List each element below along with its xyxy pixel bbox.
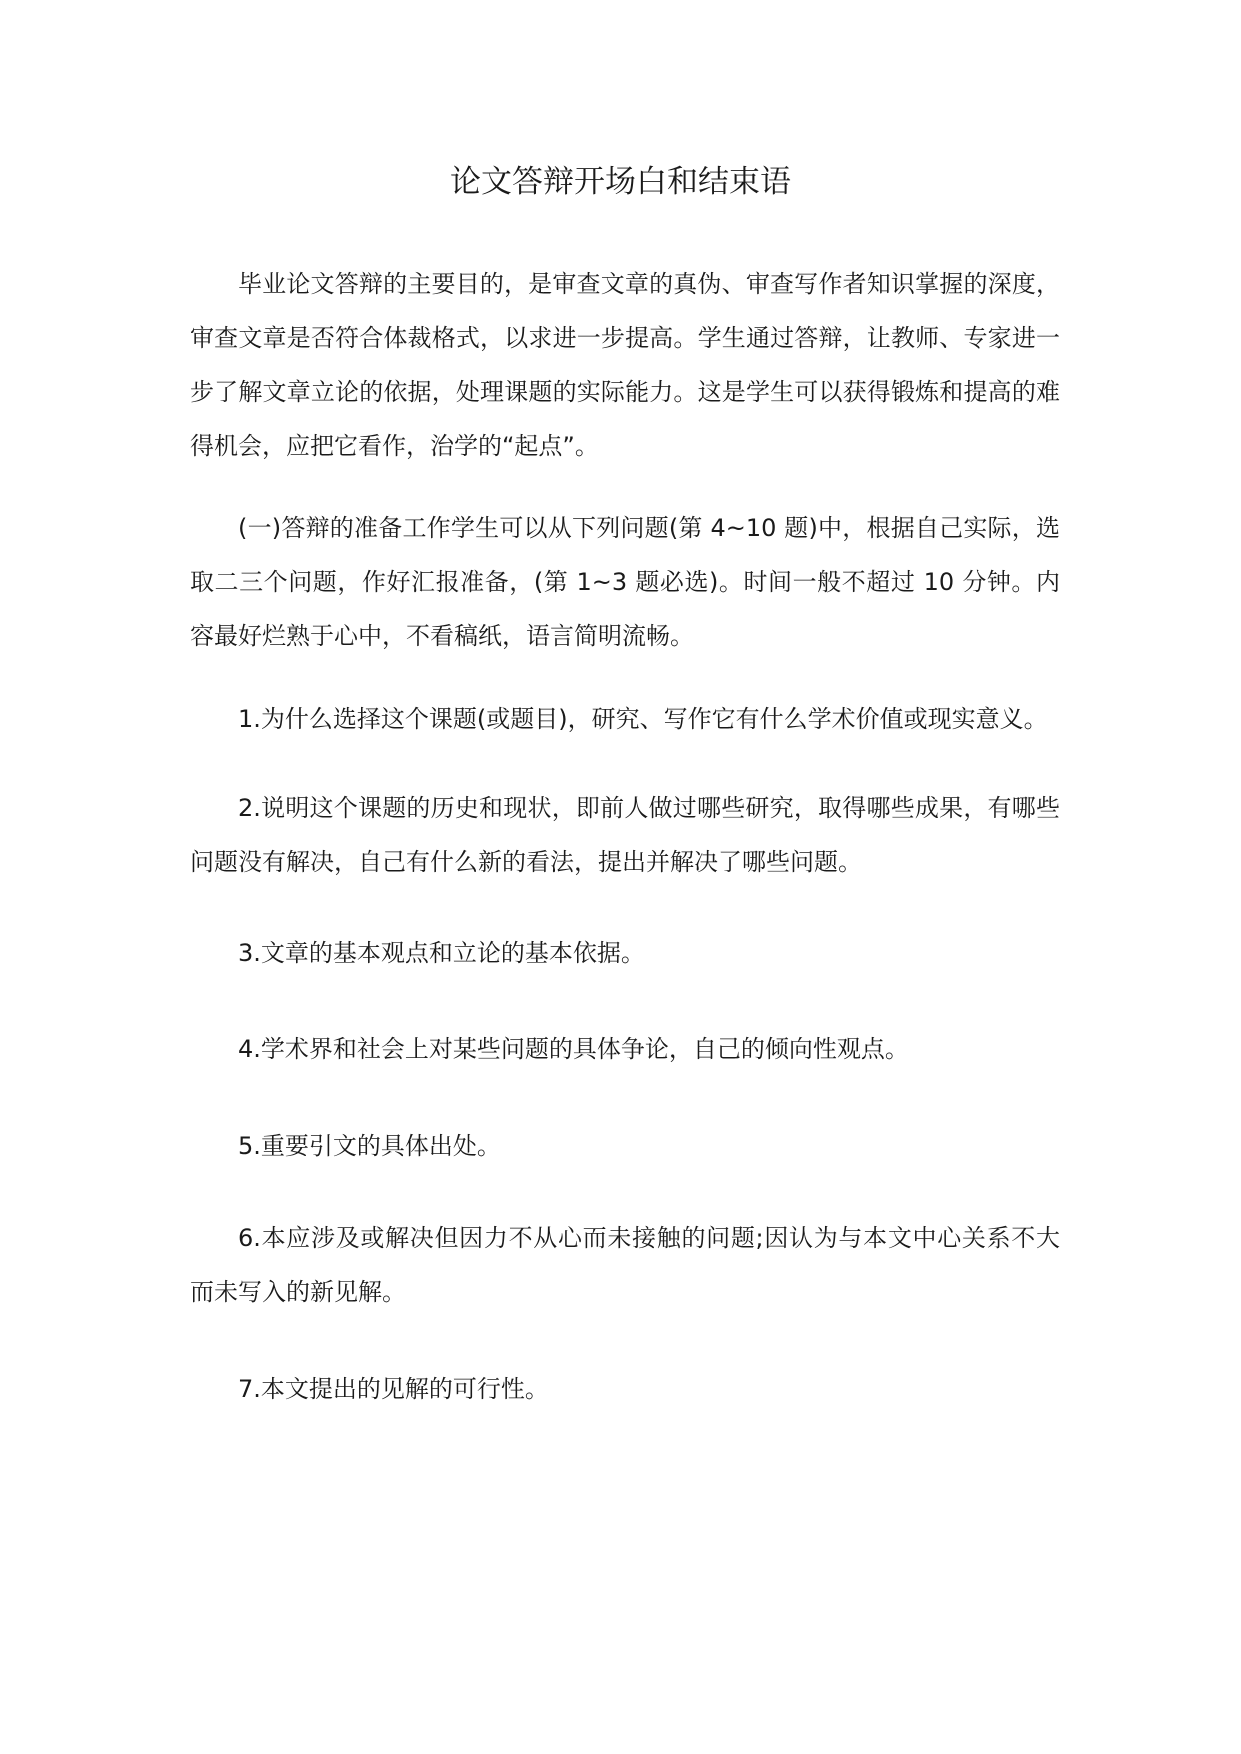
list-item-7: 7.本文提出的见解的可行性。 <box>238 1375 549 1403</box>
paragraph-preparation: (一)答辩的准备工作学生可以从下列问题(第 4~10 题)中，根据自己实际，选取二三个问题，作好汇报准备，(第 1~3 题必选)。时间一般不超过 10 分钟。内容最好烂熟于心中，不看稿纸，语言简明流畅。 <box>190 514 1060 650</box>
paragraph-intro: 毕业论文答辩的主要目的，是审查文章的真伪、审查写作者知识掌握的深度，审查文章是否符合体裁格式，以求进一步提高。学生通过答辩，让教师、专家进一步了解文章立论的依据，处理课题的实际能力。这是学生可以获得锻炼和提高的难得机会，应把它看作，治学的“起点”。 <box>190 270 1060 460</box>
list-item-4: 4.学术界和社会上对某些问题的具体争论，自己的倾向性观点。 <box>238 1035 909 1063</box>
list-item-3: 3.文章的基本观点和立论的基本依据。 <box>238 939 645 967</box>
document-title: 论文答辩开场白和结束语 <box>450 164 791 200</box>
list-item-5: 5.重要引文的具体出处。 <box>238 1132 501 1160</box>
list-item-1: 1.为什么选择这个课题(或题目)，研究、写作它有什么学术价值或现实意义。 <box>238 705 1048 733</box>
list-item-2: 2.说明这个课题的历史和现状，即前人做过哪些研究，取得哪些成果，有哪些问题没有解决，自己有什么新的看法，提出并解决了哪些问题。 <box>190 794 1060 876</box>
list-item-6: 6.本应涉及或解决但因力不从心而未接触的问题;因认为与本文中心关系不大而未写入的新见解。 <box>190 1224 1060 1306</box>
